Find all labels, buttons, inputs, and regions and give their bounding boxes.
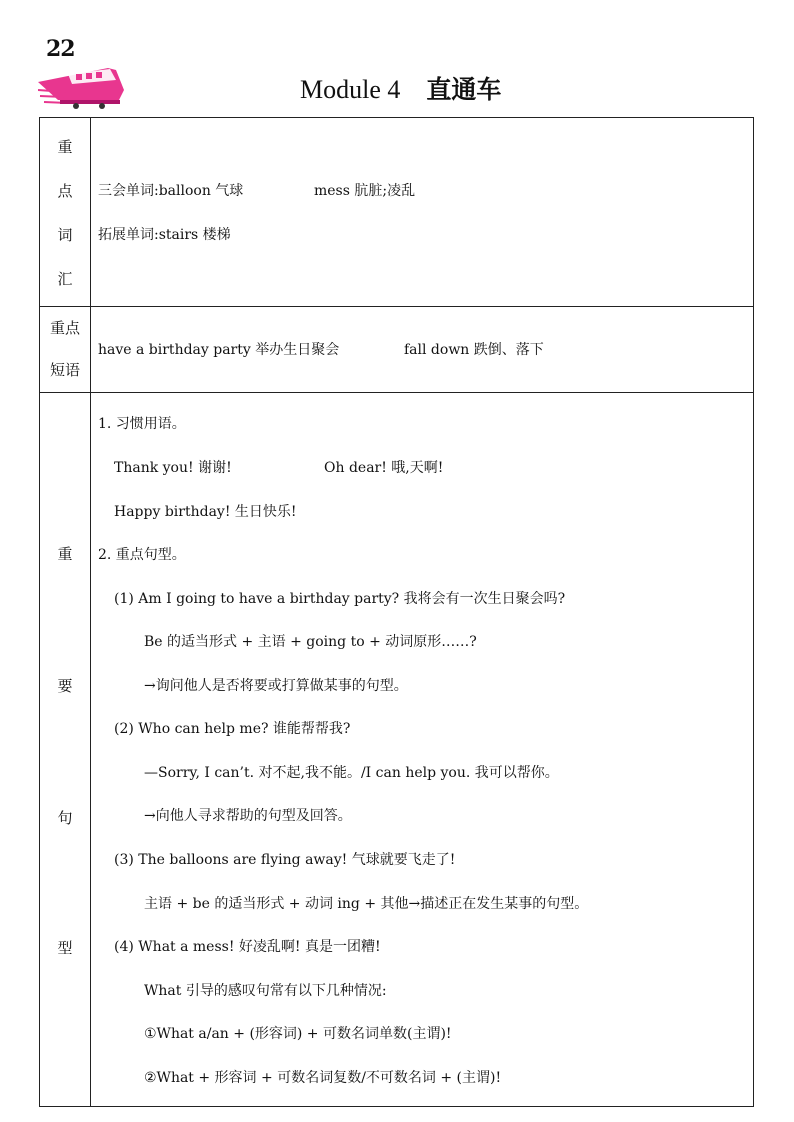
phrases-label: 重点 短语	[40, 307, 91, 392]
module-title: Module 4	[300, 75, 401, 104]
pattern-2-note: →向他人寻求帮助的句型及回答。	[144, 808, 352, 824]
phrase-item-2: fall down 跌倒、落下	[404, 342, 544, 358]
vocab-line-1a: 三会单词:balloon 气球	[98, 183, 244, 199]
sentences-label: 重 要 句 型	[40, 393, 91, 1106]
phrases-row	[40, 307, 753, 393]
pattern-1-note: →询问他人是否将要或打算做某事的句型。	[144, 678, 408, 694]
pattern-3-rule: 主语 + be 的适当形式 + 动词 ing + 其他→描述正在发生某事的句型。	[144, 896, 589, 912]
pattern-1-rule: Be 的适当形式 + 主语 + going to + 动词原形……?	[144, 634, 477, 650]
pattern-4-case-a: ①What a/an + (形容词) + 可数名词单数(主谓)!	[144, 1026, 452, 1042]
pattern-4-case-b: ②What + 形容词 + 可数名词复数/不可数名词 + (主谓)!	[144, 1070, 502, 1086]
vocab-line-2: 拓展单词:stairs 楼梯	[98, 227, 231, 243]
s1-heading: 1. 习惯用语。	[98, 416, 186, 432]
page-title	[300, 70, 501, 106]
pattern-1: (1) Am I going to have a birthday party? 我将会有一次生日聚会吗?	[114, 591, 566, 607]
pattern-2-answer: —Sorry, I can’t. 对不起,我不能。/I can help you. 我可以帮你。	[144, 765, 559, 781]
s1-item-c: Happy birthday! 生日快乐!	[114, 504, 297, 520]
pattern-2: (2) Who can help me? 谁能帮帮我?	[114, 721, 351, 737]
page-number: 22	[46, 36, 75, 62]
vocab-line-1b: mess 肮脏;凌乱	[314, 183, 416, 199]
section-title: 直通车	[426, 75, 502, 104]
phrase-item-1: have a birthday party 举办生日聚会	[98, 342, 340, 358]
s1-item-b: Oh dear! 哦,天啊!	[324, 460, 444, 476]
pattern-3: (3) The balloons are flying away! 气球就要飞走了!	[114, 852, 456, 868]
train-icon	[38, 60, 130, 110]
vocab-row	[40, 118, 753, 307]
pattern-4: (4) What a mess! 好凌乱啊! 真是一团糟!	[114, 939, 381, 955]
pattern-4-intro: What 引导的感叹句常有以下几种情况:	[144, 983, 387, 999]
s2-heading: 2. 重点句型。	[98, 547, 186, 563]
s1-item-a: Thank you! 谢谢!	[114, 460, 232, 476]
sentences-row	[40, 393, 753, 1106]
study-table	[39, 117, 754, 1107]
vocab-label: 重 点 词 汇	[40, 118, 91, 306]
